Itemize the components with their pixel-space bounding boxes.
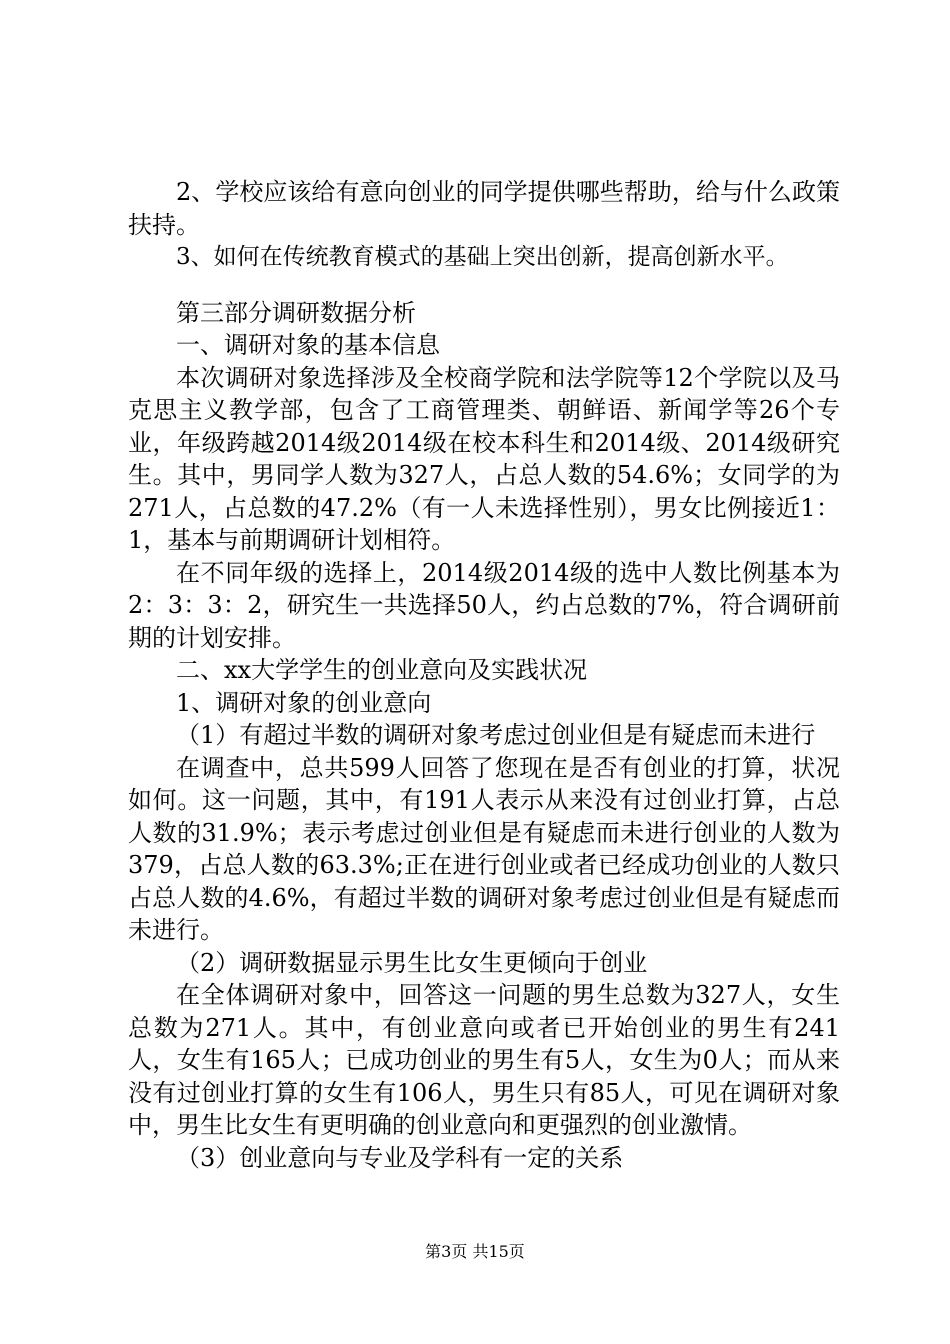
subheading-intention-practice: 二、xx大学学生的创业意向及实践状况 — [176, 656, 588, 684]
paragraph-innovation: 3、如何在传统教育模式的基础上突出创新，提高创新水平。 — [176, 244, 789, 270]
document-body — [128, 176, 840, 1174]
paragraph-grade-ratio: 在不同年级的选择上，2014级2014级的选中人数比例基本为2：3：3：2，研究生一共选择50人，约占总数的7%，符合调研前期的计划安排。 — [128, 558, 840, 652]
paragraph-survey-scope: 本次调研对象选择涉及全校商学院和法学院等12个学院以及马克思主义教学部，包含了工商管理类、朝鲜语、新闻学等26个专业，年级跨越2014级2014级在校本科生和2014级、2014级研究生。其中，男同学人数为327人，占总人数的54.6%；女同学的为271人，占总数的47.2%（有一人未选择性别），男女比例接近1：1，基本与前期调研计划相符。 — [128, 363, 840, 554]
subheading-intention: 1、调研对象的创业意向 — [176, 688, 432, 717]
paragraph-gap — [128, 274, 840, 297]
paragraph-gender-comparison: 在全体调研对象中，回答这一问题的男生总数为327人，女生总数为271人。其中，有创业意向或者已开始创业的男生有241人，女生有165人；已成功创业的男生有5人，女生为0人；而从来没有过创业打算的女生有106人，男生只有85人，可见在调研对象中，男生比女生有更明确的创业意向和更强烈的创业激情。 — [128, 981, 840, 1139]
page-number-footer: 第3页 共15页 — [425, 1242, 525, 1261]
section-heading-part3: 第三部分调研数据分析 — [176, 298, 416, 327]
paragraph-survey-results: 在调查中，总共599人回答了您现在是否有创业的打算，状况如何。这一问题，其中，有191人表示从来没有过创业打算，占总人数的31.9%；表示考虑过创业但是有疑虑而未进行创业的人数为379，占总人数的63.3%;正在进行创业或者已经成功创业的人数只占总人数的4.6%，有超过半数的调研对象考虑过创业但是有疑虑而未进行。 — [128, 753, 840, 944]
paragraph-school-support: 2、学校应该给有意向创业的同学提供哪些帮助，给与什么政策扶持。 — [128, 178, 840, 239]
point-3-heading: （3）创业意向与专业及学科有一定的关系 — [176, 1143, 624, 1172]
point-2-heading: （2）调研数据显示男生比女生更倾向于创业 — [176, 948, 648, 977]
subheading-basic-info: 一、调研对象的基本信息 — [176, 331, 440, 359]
point-1-heading: （1）有超过半数的调研对象考虑过创业但是有疑虑而未进行 — [176, 721, 816, 749]
